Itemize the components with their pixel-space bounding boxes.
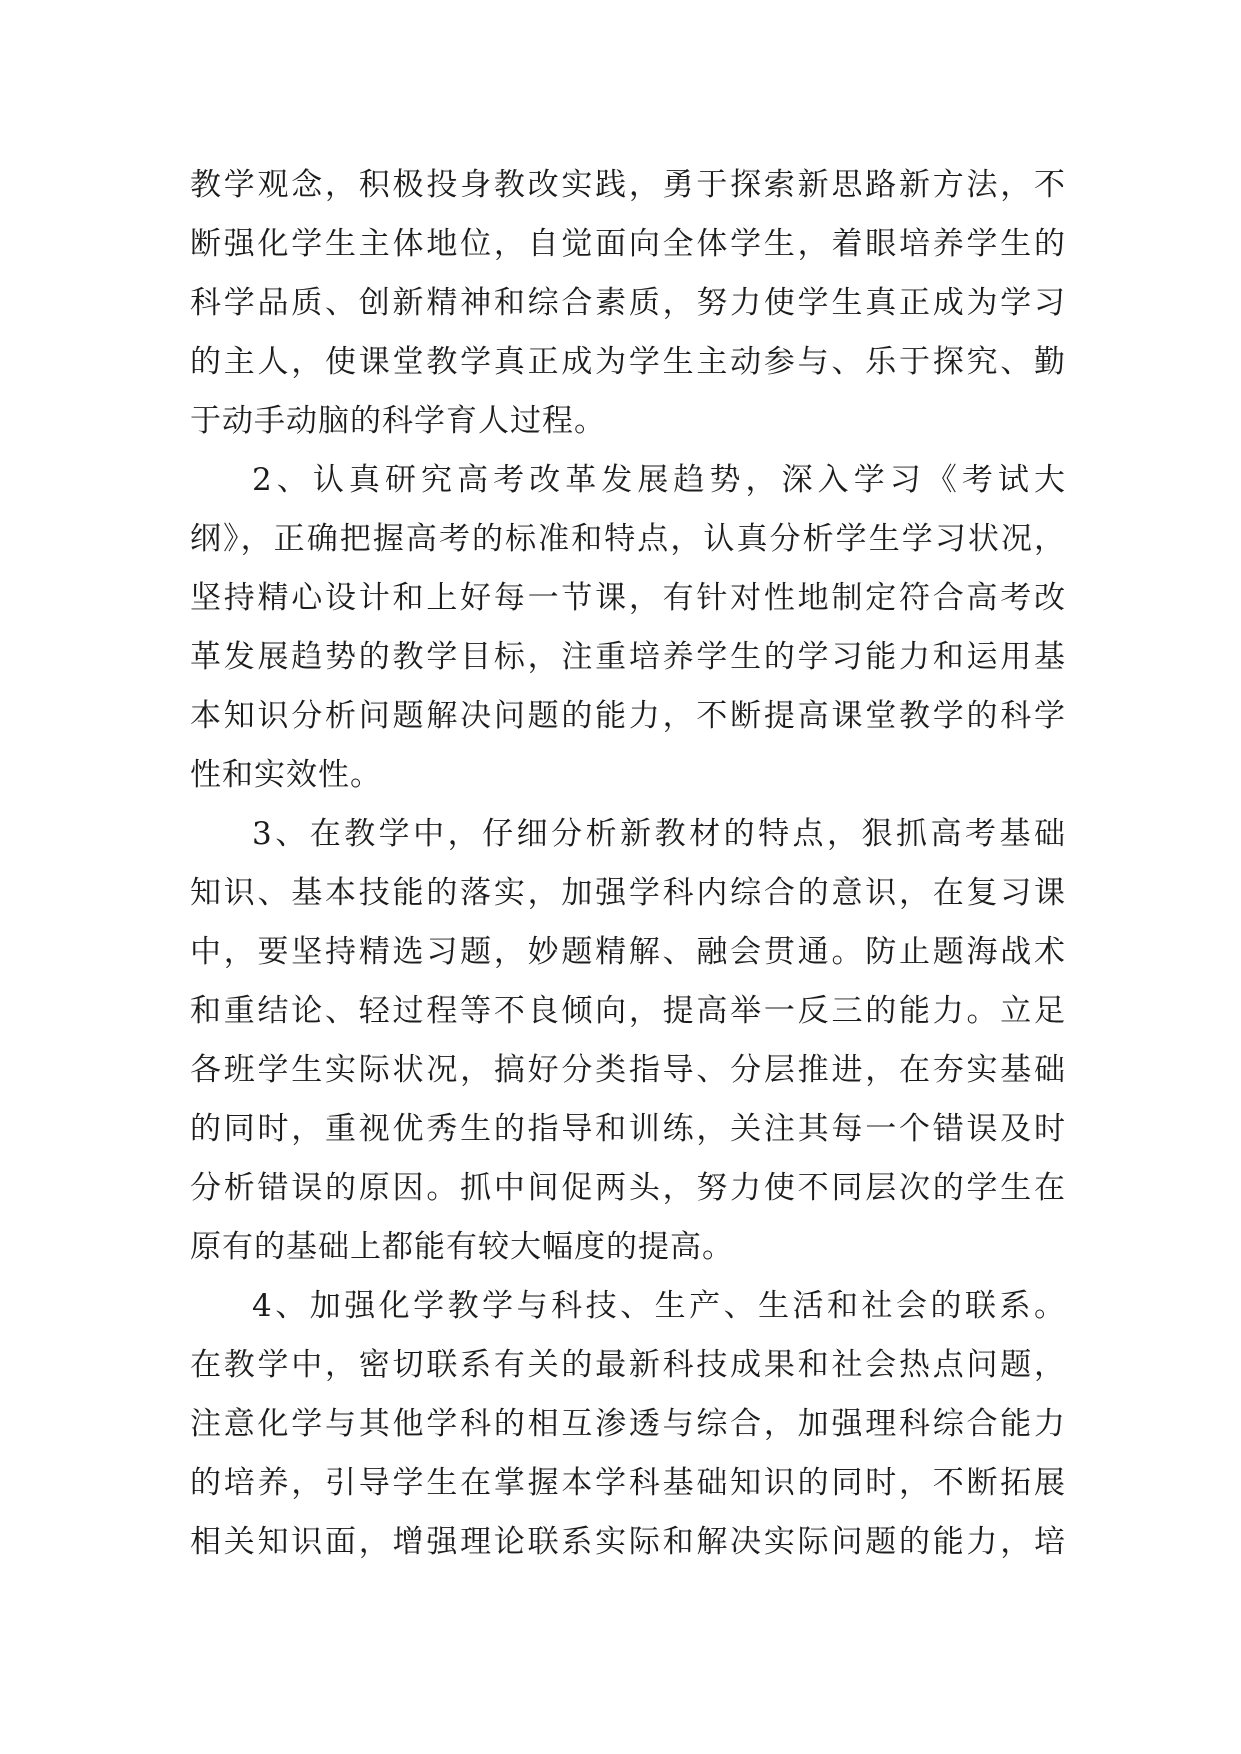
text-line: 分析错误的原因。抓中间促两头，努力使不同层次的学生在 xyxy=(190,1170,1066,1206)
text-line: 4、加强化学教学与科技、生产、生活和社会的联系。 xyxy=(252,1288,1066,1324)
text-line: 教学观念，积极投身教改实践，勇于探索新思路新方法，不 xyxy=(190,167,1066,203)
text-line: 的培养，引导学生在掌握本学科基础知识的同时，不断拓展 xyxy=(190,1465,1066,1501)
paragraph xyxy=(190,451,1066,805)
paragraph xyxy=(190,1277,1066,1572)
text-line: 3、在教学中，仔细分析新教材的特点，狠抓高考基础 xyxy=(252,816,1066,852)
text-line: 本知识分析问题解决问题的能力，不断提高课堂教学的科学 xyxy=(190,698,1066,734)
text-line: 原有的基础上都能有较大幅度的提高。 xyxy=(190,1229,734,1265)
text-line: 纲》，正确把握高考的标准和特点，认真分析学生学习状况， xyxy=(190,521,1066,557)
text-line: 相关知识面，增强理论联系实际和解决实际问题的能力，培 xyxy=(190,1524,1066,1560)
text-line: 中，要坚持精选习题，妙题精解、融会贯通。防止题海战术 xyxy=(190,934,1066,970)
text-line: 知识、基本技能的落实，加强学科内综合的意识，在复习课 xyxy=(190,875,1066,911)
text-line: 于动手动脑的科学育人过程。 xyxy=(190,403,606,439)
paragraph xyxy=(190,156,1066,451)
document-body xyxy=(190,156,1066,1572)
text-line: 断强化学生主体地位，自觉面向全体学生，着眼培养学生的 xyxy=(190,226,1066,262)
text-line: 科学品质、创新精神和综合素质，努力使学生真正成为学习 xyxy=(190,285,1066,321)
paragraph xyxy=(190,805,1066,1277)
text-line: 和重结论、轻过程等不良倾向，提高举一反三的能力。立足 xyxy=(190,993,1066,1029)
text-line: 的同时，重视优秀生的指导和训练，关注其每一个错误及时 xyxy=(190,1111,1066,1147)
text-line: 在教学中，密切联系有关的最新科技成果和社会热点问题， xyxy=(190,1347,1066,1383)
text-line: 2、认真研究高考改革发展趋势，深入学习《考试大 xyxy=(252,462,1066,498)
text-line: 革发展趋势的教学目标，注重培养学生的学习能力和运用基 xyxy=(190,639,1066,675)
text-line: 性和实效性。 xyxy=(190,757,382,793)
text-line: 的主人，使课堂教学真正成为学生主动参与、乐于探究、勤 xyxy=(190,344,1066,380)
text-line: 注意化学与其他学科的相互渗透与综合，加强理科综合能力 xyxy=(190,1406,1066,1442)
text-line: 坚持精心设计和上好每一节课，有针对性地制定符合高考改 xyxy=(190,580,1066,616)
text-line: 各班学生实际状况，搞好分类指导、分层推进，在夯实基础 xyxy=(190,1052,1066,1088)
